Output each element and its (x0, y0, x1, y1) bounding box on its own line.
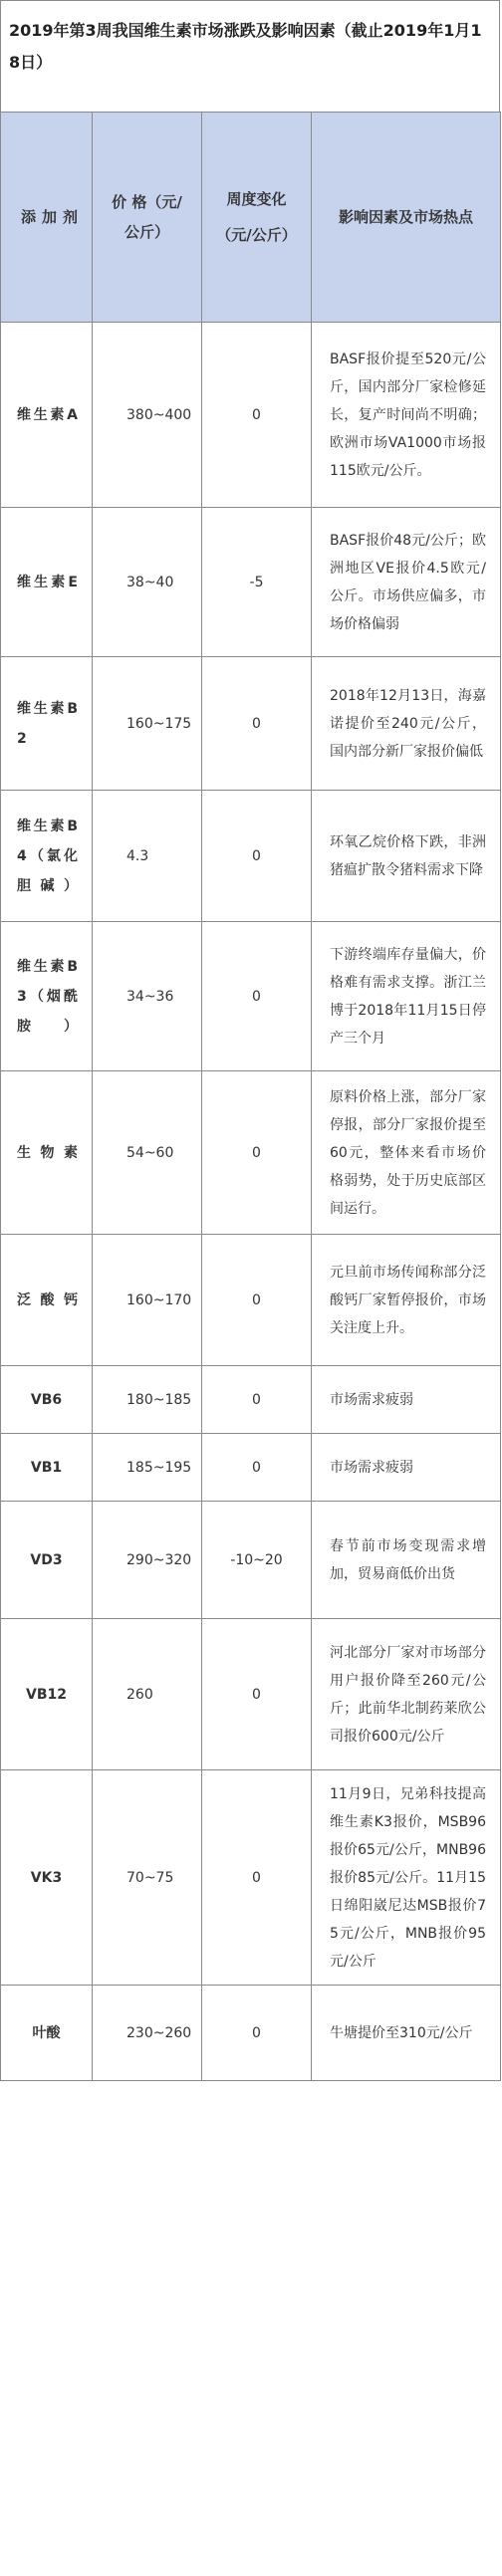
row-factor: BASF报价提至520元/公斤，国内部分厂家检修延长，复产时间尚不明确；欧洲市场VA1000市场报115欧元/公斤。 (312, 323, 501, 508)
row-price: 54~60 (93, 1071, 202, 1235)
row-price: 380~400 (93, 323, 202, 508)
row-change: 0 (202, 657, 312, 791)
row-factor: 11月9日，兄弟科技提高维生素K3报价，MSB96报价65元/公斤，MNB96报价85元/公斤。11月15日绵阳崴尼达MSB报价75元/公斤，MNB报价95元/公斤 (312, 1770, 501, 1986)
row-name: 生物素 (1, 1071, 93, 1235)
row-name: 叶酸 (1, 1986, 93, 2081)
row-price: 160~170 (93, 1235, 202, 1366)
row-change: 0 (202, 791, 312, 922)
row-change: -10~20 (202, 1502, 312, 1619)
row-change: 0 (202, 922, 312, 1071)
row-name: VB12 (1, 1619, 93, 1770)
row-price: 38~40 (93, 508, 202, 657)
row-factor: 牛塘提价至310元/公斤 (312, 1986, 501, 2081)
table-row (1, 1235, 501, 1366)
table-row (1, 323, 501, 508)
row-factor: 2018年12月13日，海嘉诺提价至240元/公斤，国内部分新厂家报价偏低 (312, 657, 501, 791)
table-row (1, 1071, 501, 1235)
row-change: 0 (202, 1619, 312, 1770)
row-change: 0 (202, 323, 312, 508)
row-name: VB1 (1, 1434, 93, 1502)
row-change: 0 (202, 1366, 312, 1434)
row-factor: BASF报价48元/公斤；欧洲地区VE报价4.5欧元/公斤。市场供应偏多，市场价格偏弱 (312, 508, 501, 657)
row-name: VK3 (1, 1770, 93, 1986)
title-cell (0, 0, 500, 113)
header-change: 周度变化（元/公斤） (202, 113, 312, 323)
row-name: 维生素B3（烟酰胺） (1, 922, 93, 1071)
row-change: 0 (202, 1770, 312, 1986)
row-name: 维生素B2 (1, 657, 93, 791)
row-price: 70~75 (93, 1770, 202, 1986)
table-row (1, 1434, 501, 1502)
row-name: 泛酸钙 (1, 1235, 93, 1366)
row-price: 160~175 (93, 657, 202, 791)
table-row (1, 1619, 501, 1770)
row-name: VB6 (1, 1366, 93, 1434)
row-change: 0 (202, 1071, 312, 1235)
vitamin-price-table (0, 112, 501, 2081)
row-change: -5 (202, 508, 312, 657)
row-price: 180~185 (93, 1366, 202, 1434)
table-row (1, 1366, 501, 1434)
row-name: 维生素E (1, 508, 93, 657)
header-factor: 影响因素及市场热点 (312, 113, 501, 323)
row-change: 0 (202, 1986, 312, 2081)
table-row (1, 1770, 501, 1986)
row-factor: 原料价格上涨，部分厂家停报，部分厂家报价提至60元，整体来看市场价格弱势，处于历史底部区间运行。 (312, 1071, 501, 1235)
table-row (1, 1986, 501, 2081)
row-factor: 下游终端库存量偏大，价格难有需求支撑。浙江兰博于2018年11月15日停产三个月 (312, 922, 501, 1071)
row-factor: 市场需求疲弱 (312, 1366, 501, 1434)
row-price: 290~320 (93, 1502, 202, 1619)
row-price: 34~36 (93, 922, 202, 1071)
row-price: 4.3 (93, 791, 202, 922)
row-name: 维生素B4（氯化胆碱） (1, 791, 93, 922)
page-title: 2019年第3周我国维生素市场涨跌及影响因素（截止2019年1月18日） (9, 21, 482, 72)
table-row (1, 1502, 501, 1619)
row-price: 185~195 (93, 1434, 202, 1502)
table-row (1, 791, 501, 922)
row-name: 维生素A (1, 323, 93, 508)
header-name: 添加剂 (1, 113, 93, 323)
row-factor: 元旦前市场传闻称部分泛酸钙厂家暂停报价，市场关注度上升。 (312, 1235, 501, 1366)
row-change: 0 (202, 1235, 312, 1366)
table-header-row (1, 113, 501, 323)
table-row (1, 922, 501, 1071)
row-change: 0 (202, 1434, 312, 1502)
header-price: 价 格（元/公斤） (93, 113, 202, 323)
row-factor: 市场需求疲弱 (312, 1434, 501, 1502)
table-row (1, 508, 501, 657)
row-price: 260 (93, 1619, 202, 1770)
table-row (1, 657, 501, 791)
row-factor: 河北部分厂家对市场部分用户报价降至260元/公斤；此前华北制药莱欣公司报价600元/公斤 (312, 1619, 501, 1770)
row-factor: 环氧乙烷价格下跌，非洲猪瘟扩散令猪料需求下降 (312, 791, 501, 922)
row-factor: 春节前市场变现需求增加，贸易商低价出货 (312, 1502, 501, 1619)
row-name: VD3 (1, 1502, 93, 1619)
row-price: 230~260 (93, 1986, 202, 2081)
